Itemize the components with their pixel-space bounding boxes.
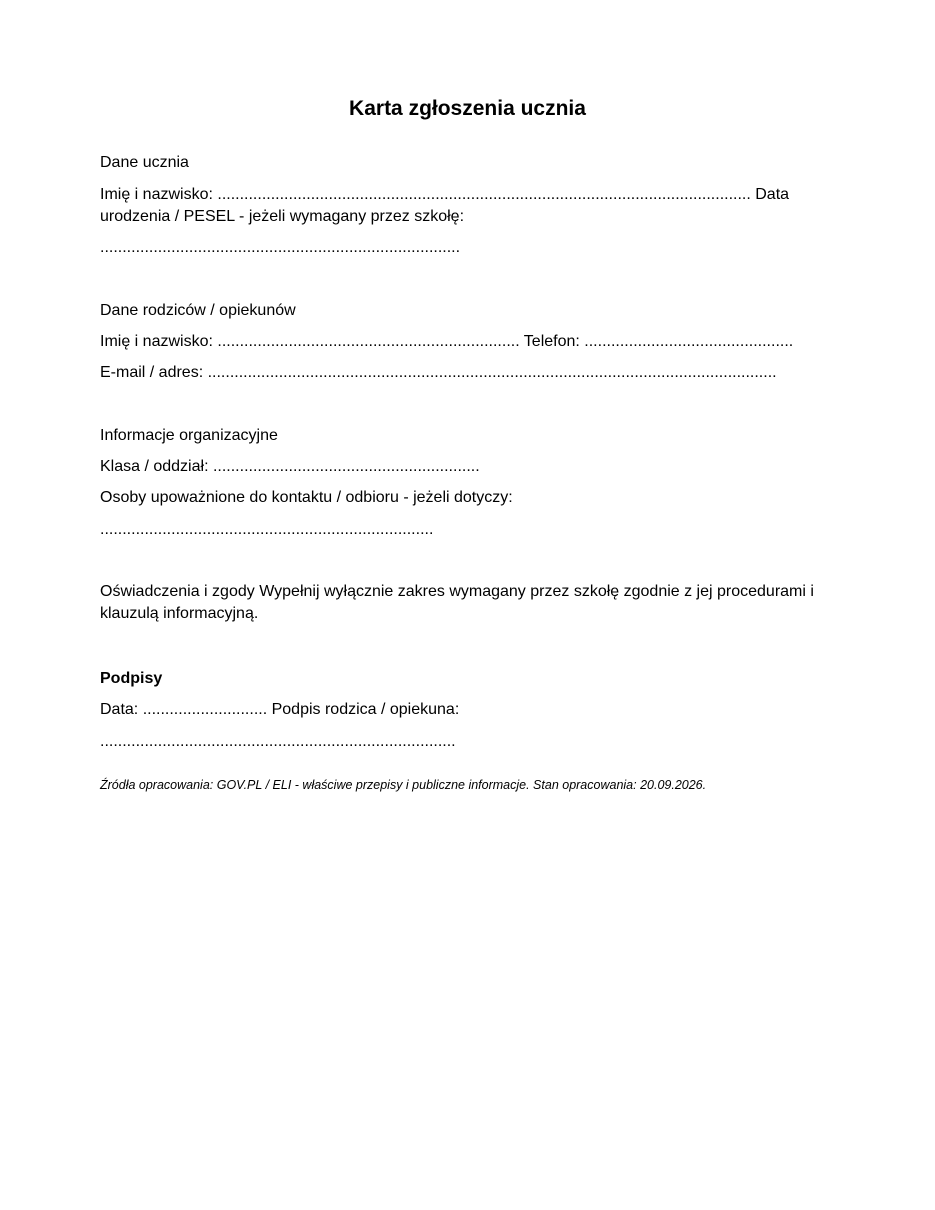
parent-name-phone-field: Imię i nazwisko: .................................................................... Telefon: ............................................... (100, 333, 794, 350)
authorized-persons-label: Osoby upoważnione do kontaktu / odbioru - jeżeli dotyczy: (100, 489, 513, 506)
signature-date-field: Data: ............................ Podpis rodzica / opiekuna: (100, 701, 460, 718)
student-name-birth-field: Imię i nazwisko: ........................................................................................................................ Data urodzenia / PESEL - jeżeli wymagany przez szkołę: (100, 186, 790, 225)
source-footnote: Źródła opracowania: GOV.PL / ELI - właściwe przepisy i publiczne informacje. Stan opracowania: 20.09.2026. (100, 778, 707, 792)
student-section-heading: Dane ucznia (100, 154, 189, 171)
page-title: Karta zgłoszenia ucznia (349, 97, 586, 120)
parents-section-heading: Dane rodziców / opiekunów (100, 302, 296, 319)
class-field: Klasa / oddział: ............................................................ (100, 458, 480, 475)
statements-text: Oświadczenia i zgody Wypełnij wyłącznie zakres wymagany przez szkołę zgodnie z jej procedurami i klauzulą informacyjną. (100, 583, 814, 622)
organization-section-heading: Informacje organizacyjne (100, 427, 278, 444)
parent-email-field: E-mail / adres: ................................................................................................................................ (100, 364, 777, 381)
authorized-persons-line: ........................................................................... (100, 521, 434, 538)
student-pesel-line: ................................................................................. (100, 239, 461, 256)
signatures-heading: Podpisy (100, 670, 163, 687)
signature-line: ................................................................................ (100, 733, 456, 750)
